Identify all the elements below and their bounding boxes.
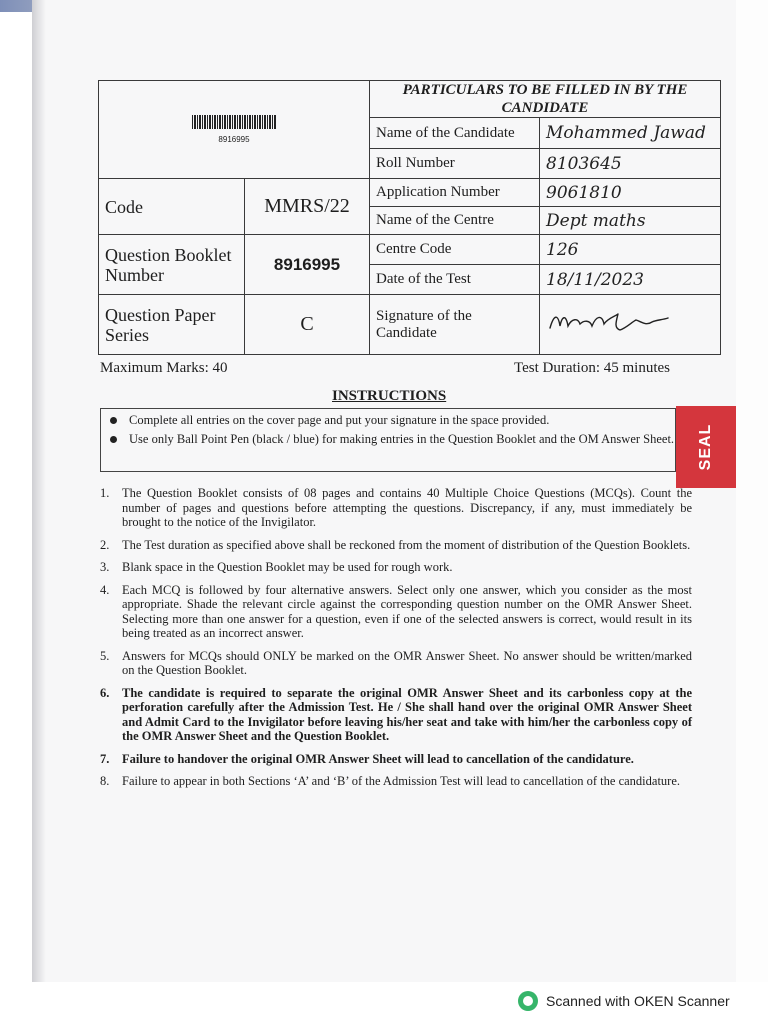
- application-number-label: Application Number: [370, 179, 540, 207]
- instruction-item: 6. The candidate is required to separate the original OMR Answer Sheet and its carbonless copy at the perforation carefully after the Admission Test. He / She shall hand over the original OMR Answer Sheet and Admit Card to the Invigilator before leaving his/her seat and take with him/her the carbonless copy of the OMR Answer Sheet and the Question Booklet.: [100, 685, 692, 743]
- instruction-item: 2. The Test duration as specified above shall be reckoned from the moment of distribution of the Question Booklets.: [100, 537, 691, 552]
- box-item: Use only Ball Point Pen (black / blue) for making entries in the Question Booklet and the OM Answer Sheet.: [101, 432, 675, 446]
- seal-tab: [676, 406, 736, 488]
- booklet-number-value: 8916995: [245, 235, 370, 295]
- instruction-item: 1. The Question Booklet consists of 08 pages and contains 40 Multiple Choice Questions (MCQs). Count the number of pages and questions before attempting the questions. Discrepancy, if any, must immediately be brought to the notice of the Invigilator.: [100, 486, 692, 529]
- test-date-label: Date of the Test: [370, 265, 540, 295]
- scanner-watermark: [518, 990, 730, 1012]
- page-shadow: [32, 0, 46, 982]
- instruction-item: 5. Answers for MCQs should ONLY be marked on the OMR Answer Sheet. No answer should be written/marked on the Question Booklet.: [100, 648, 692, 677]
- instructions-title: INSTRUCTIONS: [332, 388, 447, 404]
- name-label: Name of the Candidate: [370, 118, 540, 149]
- page-margin: [736, 0, 768, 982]
- roll-number-value: 8103645: [540, 149, 721, 179]
- code-label: Code: [99, 179, 245, 235]
- box-item: Complete all entries on the cover page and put your signature in the space provided.: [101, 413, 675, 427]
- name-value: Mohammed Jawad: [540, 118, 721, 149]
- instruction-item: 7. Failure to handover the original OMR Answer Sheet will lead to cancellation of the candidature.: [100, 751, 634, 766]
- application-number-value: 9061810: [540, 179, 721, 207]
- paper-series-label: Question Paper Series: [99, 295, 245, 355]
- centre-code-label: Centre Code: [370, 235, 540, 265]
- code-value: MMRS/22: [245, 179, 370, 235]
- centre-code-value: 126: [540, 235, 721, 265]
- particulars-header: PARTICULARS TO BE FILLED IN BY THE CANDIDATE: [370, 81, 721, 118]
- candidate-particulars-table: [98, 80, 721, 355]
- oken-logo-icon: [518, 991, 538, 1011]
- instructions-box: [100, 408, 676, 472]
- seal-label: SEAL: [697, 423, 714, 471]
- roll-number-label: Roll Number: [370, 149, 540, 179]
- paper-series-value: C: [245, 295, 370, 355]
- instruction-item: 3. Blank space in the Question Booklet may be used for rough work.: [100, 560, 453, 574]
- test-duration: Test Duration: 45 minutes: [514, 360, 671, 376]
- barcode-cell: [99, 81, 370, 179]
- instruction-item: 4. Each MCQ is followed by four alternative answers. Select only one answer, which you consider as the most appropriate. Shade the relevant circle against the corresponding question number on the OMR Answer Sheet. Selecting more than one answer for a question, even if one of the selected answers is correct, would result in its being treated as an incorrect answer.: [100, 582, 692, 640]
- signature-label: Signature of the Candidate: [370, 295, 540, 355]
- barcode-image: [192, 115, 276, 129]
- test-date-value: 18/11/2023: [540, 265, 721, 295]
- instructions-list: [100, 486, 692, 797]
- instruction-item: 8. Failure to appear in both Sections ‘A’ and ‘B’ of the Admission Test will lead to cancellation of the candidature.: [100, 774, 681, 788]
- handwritten-signature: [546, 308, 676, 336]
- centre-name-value: Dept maths: [540, 207, 721, 235]
- signature-cell: [540, 295, 721, 355]
- scanner-text: Scanned with OKEN Scanner: [546, 993, 730, 1009]
- barcode-number: 8916995: [218, 135, 250, 144]
- maximum-marks: Maximum Marks: 40: [100, 360, 228, 376]
- booklet-number-label: Question Booklet Number: [99, 235, 245, 295]
- centre-name-label: Name of the Centre: [370, 207, 540, 235]
